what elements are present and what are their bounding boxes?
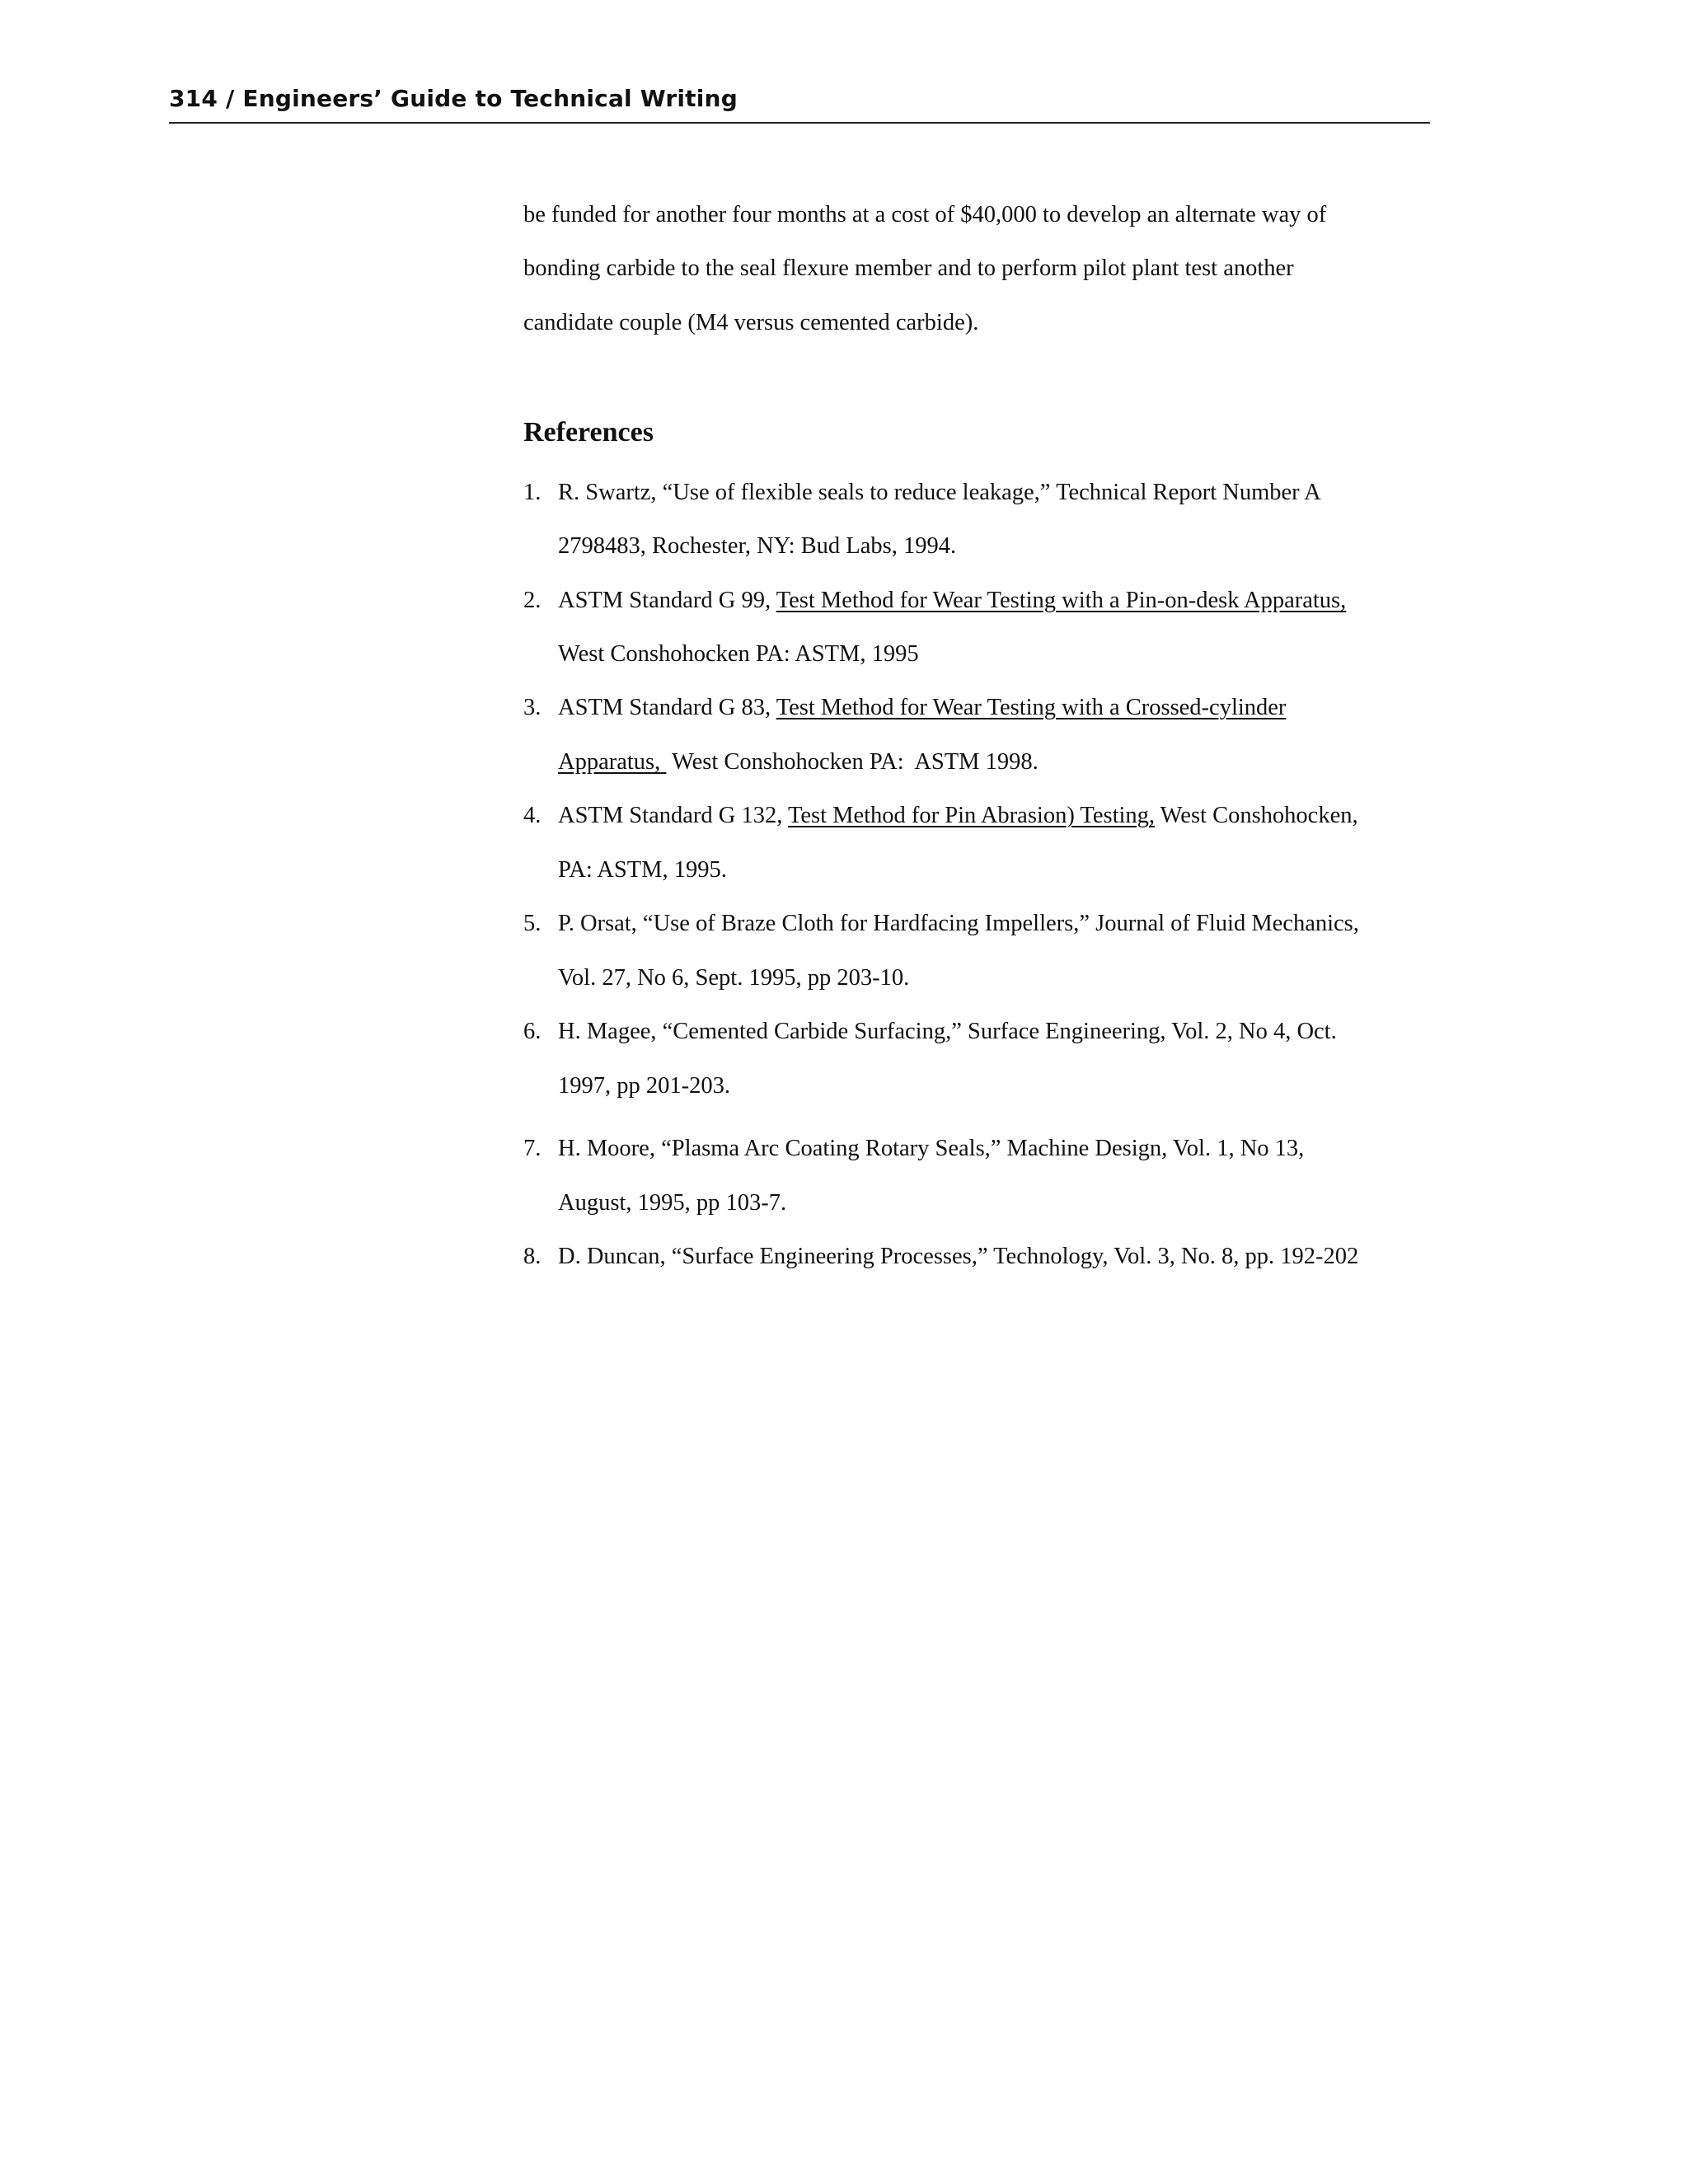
reference-text: 2798483, Rochester, NY: Bud Labs, 1994.	[558, 533, 957, 559]
paragraph-line: be funded for another four months at a cost of $40,000 to develop an alternate way of	[523, 202, 1327, 227]
reference-number: 5.	[523, 911, 542, 936]
running-head-text: 314 / Engineers’ Guide to Technical Writing	[169, 85, 738, 112]
reference-text-segment: West Conshohocken,	[1155, 803, 1358, 828]
reference-number: 8.	[523, 1244, 542, 1269]
reference-number: 2.	[523, 588, 542, 613]
reference-title: Test Method for Pin Abrasion) Testing,	[787, 803, 1156, 828]
reference-text-segment: West Conshohocken PA: ASTM 1998.	[666, 749, 1039, 775]
paragraph-line: bonding carbide to the seal flexure member and to perform pilot plant test another	[523, 255, 1294, 281]
reference-text-segment: ASTM Standard G 99,	[558, 588, 776, 613]
reference-title: Apparatus,	[558, 749, 667, 775]
reference-text: 1997, pp 201-203.	[558, 1073, 730, 1099]
reference-text: August, 1995, pp 103-7.	[558, 1190, 787, 1216]
reference-text-segment: ASTM Standard G 83,	[558, 695, 776, 720]
reference-number: 4.	[523, 803, 542, 828]
reference-text: West Conshohocken PA: ASTM, 1995	[558, 641, 919, 667]
reference-text: H. Magee, “Cemented Carbide Surfacing,” Surface Engineering, Vol. 2, No 4, Oct.	[558, 1019, 1337, 1044]
reference-text: Vol. 27, No 6, Sept. 1995, pp 203-10.	[558, 965, 910, 991]
reference-number: 7.	[523, 1136, 542, 1161]
references-heading: References	[523, 417, 654, 448]
reference-text: D. Duncan, “Surface Engineering Processes,” Technology, Vol. 3, No. 8, pp. 192-202	[558, 1244, 1359, 1269]
reference-title: Test Method for Wear Testing with a Pin-on-desk Apparatus,	[776, 588, 1347, 613]
reference-text	[558, 746, 1039, 779]
reference-number: 6.	[523, 1019, 542, 1044]
reference-title: Test Method for Wear Testing with a Crossed-cylinder	[776, 695, 1287, 720]
reference-text: R. Swartz, “Use of flexible seals to reduce leakage,” Technical Report Number A	[558, 480, 1321, 505]
reference-text	[558, 691, 1286, 724]
reference-text-segment: ASTM Standard G 132,	[558, 803, 788, 828]
paragraph-line: candidate couple (M4 versus cemented carbide).	[523, 310, 979, 335]
reference-number: 3.	[523, 695, 542, 720]
reference-text: H. Moore, “Plasma Arc Coating Rotary Seals,” Machine Design, Vol. 1, No 13,	[558, 1136, 1305, 1161]
reference-text: PA: ASTM, 1995.	[558, 857, 727, 883]
reference-text	[558, 799, 1358, 832]
reference-text	[558, 584, 1346, 617]
running-head	[169, 82, 1430, 124]
reference-text: P. Orsat, “Use of Braze Cloth for Hardfacing Impellers,” Journal of Fluid Mechanics,	[558, 911, 1359, 936]
reference-number: 1.	[523, 480, 542, 505]
